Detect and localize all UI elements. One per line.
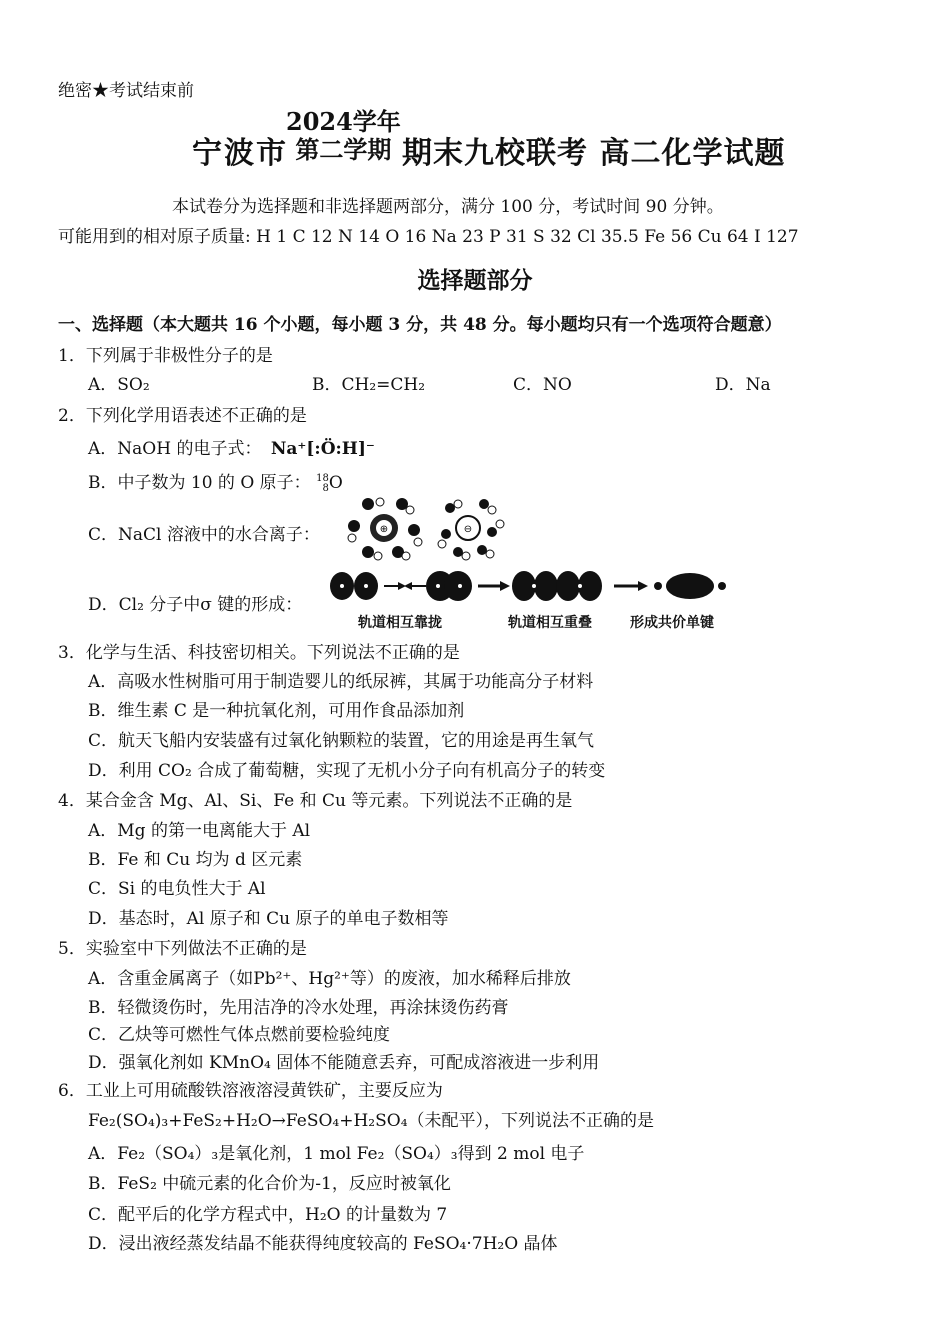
q4-option-a: A．Mg 的第一电离能大于 Al (88, 821, 311, 841)
q1-option-a: A．SO₂ (88, 375, 150, 395)
nuclide-symbol: O (328, 473, 343, 493)
title-year-line1: 2024学年 (286, 107, 401, 136)
q5-option-d: D．强氧化剂如 KMnO₄ 固体不能随意丢弃，可配成溶液进一步利用 (88, 1053, 600, 1073)
q2-option-b-label: B．中子数为 10 的 O 原子： (88, 473, 311, 493)
q6-option-d: D．浸出液经蒸发结晶不能获得纯度较高的 FeSO₄·7H₂O 晶体 (88, 1234, 558, 1254)
q4-option-d: D．基态时，Al 原子和 Cu 原子的单电子数相等 (88, 909, 449, 929)
exam-intro: 本试卷分为选择题和非选择题两部分，满分 100 分，考试时间 90 分钟。 (172, 197, 724, 217)
q3-option-a: A．高吸水性树脂可用于制造婴儿的纸尿裤，其属于功能高分子材料 (88, 672, 594, 692)
step-label-overlap: 轨道相互重叠 (508, 615, 592, 631)
q4-stem: 4．某合金含 Mg、Al、Si、Fe 和 Cu 等元素。下列说法不正确的是 (58, 791, 573, 811)
q2-option-a-label: A．NaOH 的电子式： (88, 439, 262, 459)
q2-option-b (88, 468, 343, 494)
nuclide-notation (316, 474, 329, 494)
q1-option-c: C．NO (513, 375, 572, 395)
title-year (286, 108, 401, 164)
q6-option-b: B．FeS₂ 中硫元素的化合价为-1，反应时被氧化 (88, 1174, 451, 1194)
confidential-notice: 绝密★考试结束前 (58, 81, 194, 101)
q5-option-c: C．乙炔等可燃性气体点燃前要检验纯度 (88, 1025, 391, 1045)
hydrated-sodium-ion (348, 498, 422, 560)
atomic-number: 8 (322, 482, 329, 494)
part-heading (58, 310, 782, 335)
q1-stem: 1．下列属于非极性分子的是 (58, 346, 273, 366)
sigma-bond-shape (654, 573, 726, 599)
q5-option-a: A．含重金属离子（如Pb²⁺、Hg²⁺等）的废液，加水稀释后排放 (88, 969, 571, 989)
arrow-right-icon-2 (614, 581, 648, 591)
q3-option-b: B．维生素 C 是一种抗氧化剂，可用作食品添加剂 (88, 701, 465, 721)
q6-option-a: A．Fe₂（SO₄）₃是氧化剂，1 mol Fe₂（SO₄）₃得到 2 mol 电子 (88, 1144, 585, 1164)
q3-stem: 3．化学与生活、科技密切相关。下列说法不正确的是 (58, 643, 460, 663)
section-title: 选择题部分 (417, 267, 533, 294)
q3-option-d: D．利用 CO₂ 合成了葡萄糖，实现了无机小分子向有机高分子的转变 (88, 761, 606, 781)
q6-option-c: C．配平后的化学方程式中，H₂O 的计量数为 7 (88, 1205, 448, 1225)
q5-option-b: B．轻微烫伤时，先用洁净的冷水处理，再涂抹烫伤药膏 (88, 998, 509, 1018)
mass-number: 18 (316, 472, 329, 484)
q3-option-c: C．航天飞船内安装盛有过氧化钠颗粒的装置，它的用途是再生氧气 (88, 731, 595, 751)
orbitals-approaching (330, 572, 378, 600)
step-label-bond: 形成共价单键 (630, 615, 714, 631)
exam-title: 期末九校联考 高二化学试题 (402, 136, 786, 171)
step-label-approach: 轨道相互靠拢 (358, 615, 442, 631)
title-year-line2: 第二学期 (295, 135, 392, 164)
q5-stem: 5．实验室中下列做法不正确的是 (58, 939, 307, 959)
q2-option-d-label: D．Cl₂ 分子中σ 键的形成： (88, 595, 303, 615)
orbitals-merged (512, 571, 602, 601)
sigma-bond-formation-diagram (328, 566, 738, 606)
q4-option-b: B．Fe 和 Cu 均为 d 区元素 (88, 850, 303, 870)
approach-arrows-icon (384, 582, 426, 590)
svg-text:⊖: ⊖ (463, 524, 473, 535)
naoh-electron-formula: Na⁺[:Ö:H]⁻ (270, 439, 375, 459)
title-city: 宁波市 (192, 136, 288, 171)
hydrated-chloride-ion (438, 499, 504, 560)
q4-option-c: C．Si 的电负性大于 Al (88, 879, 266, 899)
q2-option-a (88, 434, 375, 459)
part-heading-text: 一、选择题（本大题共 16 个小题，每小题 3 分，共 48 分。每小题均只有一个选项符合题意） (58, 315, 782, 335)
q1-option-b: B．CH₂=CH₂ (312, 375, 426, 395)
arrow-right-icon (478, 581, 510, 591)
q2-stem: 2．下列化学用语表述不正确的是 (58, 406, 307, 426)
atomic-masses: 可能用到的相对原子质量: H 1 C 12 N 14 O 16 Na 23 P 31 S 32 Cl 35.5 Fe 56 Cu 64 I 127 (58, 227, 799, 247)
q6-equation: Fe₂(SO₄)₃+FeS₂+H₂O→FeSO₄+H₂SO₄（未配平），下列说法不正确的是 (88, 1111, 655, 1131)
q6-stem: 6．工业上可用硫酸铁溶液溶浸黄铁矿，主要反应为 (58, 1081, 443, 1101)
hydrated-ions-diagram (346, 494, 516, 562)
q2-option-c-label: C．NaCl 溶液中的水合离子： (88, 525, 320, 545)
q1-option-d: D．Na (715, 375, 771, 395)
svg-text:⊕: ⊕ (379, 524, 389, 535)
orbitals-overlapping (426, 571, 472, 601)
